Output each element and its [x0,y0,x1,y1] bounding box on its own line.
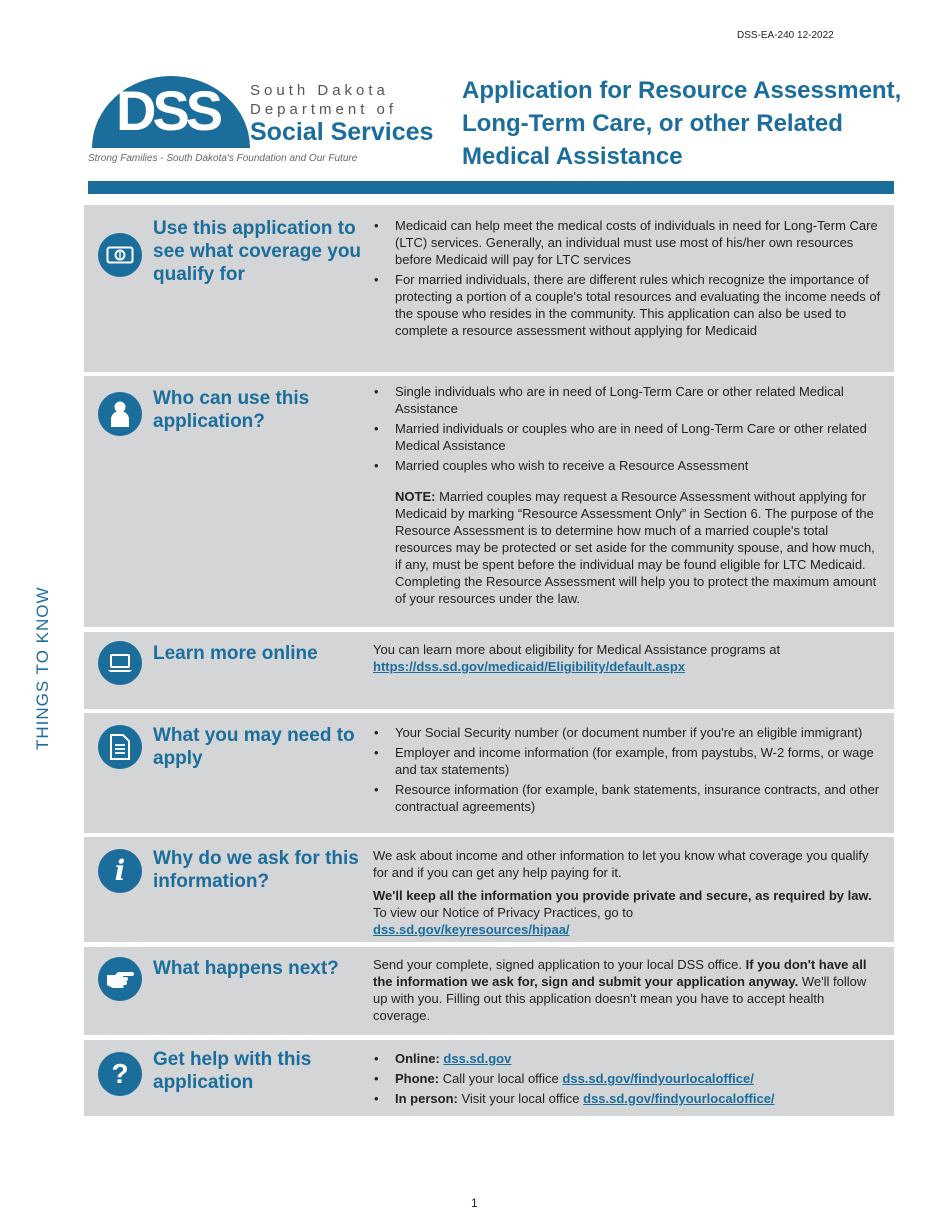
logo-line-3: Social Services [250,118,434,146]
bullet-item: • For married individuals, there are different rules which recognize the importance of protecting a portion of a couple's total resources and evaluating the income needs of the spouse who resides in the community. This application can also be used to complete a resource assessment without applying for Medicaid [373,271,883,339]
person-icon [98,392,142,436]
section-use-application [84,205,894,372]
header-rule [88,181,894,194]
find-office-link[interactable]: dss.sd.gov/findyourlocaloffice/ [562,1071,754,1086]
bullet-item: • Medicaid can help meet the medical costs of individuals in need for Long-Term Care (LTC) services. Generally, an individual must use most of his/her own resources before Medicaid will pay for LTC services [373,217,883,268]
help-item-phone [373,1070,883,1087]
document-icon [98,725,142,769]
section-body [373,641,883,675]
section-heading: What happens next? [153,958,339,979]
note [373,488,883,607]
section-bold-text: If you don't have all the information we ask for, sign and submit your application anyway. [373,957,867,989]
help-item-online [373,1050,883,1067]
section-body [373,956,883,1024]
section-who-can-use [84,376,894,627]
document-title: Application for Resource Assessment, Long-Term Care, or other Related Medical Assistance [462,77,902,170]
bullet-item: • Single individuals who are in need of Long-Term Care or other related Medical Assistance [373,383,883,417]
form-id: DSS-EA-240 12-2022 [737,30,834,41]
section-heading: Use this application to see what coverage you qualify for [153,218,362,285]
logo-line-2: Department of [250,101,398,118]
section-heading: Learn more online [153,643,318,664]
online-link[interactable]: dss.sd.gov [443,1051,512,1066]
section-heading: Get help with this application [153,1049,312,1093]
privacy-text: To view our Notice of Privacy Practices, go to [373,905,634,920]
note-label: NOTE: [395,489,436,504]
bullet-item: • Resource information (for example, bank statements, insurance contracts, and other contractual agreements) [373,781,883,815]
logo-initials: DSS [116,79,220,142]
eligibility-link[interactable]: https://dss.sd.gov/medicaid/Eligibility/default.aspx [373,659,686,674]
help-label: Phone: [395,1071,440,1086]
info-icon: i [98,849,142,893]
bullet-item: • Employer and income information (for example, from paystubs, W-2 forms, or wage and tax statements) [373,744,883,778]
privacy-bold-text: We'll keep all the information you provide private and secure, as required by law. [373,888,872,903]
section-body [373,724,883,818]
help-item-in-person [373,1090,883,1107]
dss-logo [88,76,452,170]
help-label: Online: [395,1051,440,1066]
section-why-we-ask [84,837,894,942]
section-body [373,1050,883,1110]
section-heading: What you may need to apply [153,725,355,769]
section-body [373,217,883,342]
section-text-end: We'll follow up with you. Filling out this application doesn't mean you have to accept health coverage. [373,974,867,1023]
help-text: Visit your local office [461,1091,580,1106]
hipaa-link[interactable]: dss.sd.gov/keyresources/hipaa/ [373,922,570,937]
page-number: 1 [471,1196,478,1210]
section-text: Send your complete, signed application to your local DSS office. [373,957,746,972]
section-what-you-need [84,713,894,833]
bullet-item: • Your Social Security number (or document number if you're an eligible immigrant) [373,724,883,741]
section-heading: Who can use this application? [153,388,310,432]
section-text: We ask about income and other information to let you know what coverage you qualify for and if you can get any help paying for it. [373,848,869,880]
note-text: Married couples may request a Resource Assessment without applying for Medicaid by marking “Resource Assessment Only” in Section 6. The purpose of the Resource Assessment is to determine how much of a married couple's total resources may be protected or set aside for the community spouse, and how much, if any, must be spent before the individual may be found eligible for LTC Medicaid. Completing the Resource Assessment will help you to protect the maximum amount of your resources under the law. [395,489,877,606]
help-text: Call your local office [442,1071,559,1086]
section-learn-more [84,632,894,709]
bullet-item: • Married individuals or couples who are in need of Long-Term Care or other related Medical Assistance [373,420,883,454]
help-label: In person: [395,1091,458,1106]
pointing-hand-icon [98,957,142,1001]
section-body [373,383,883,607]
section-what-happens-next [84,947,894,1035]
find-office-link[interactable]: dss.sd.gov/findyourlocaloffice/ [583,1091,775,1106]
bullet-item: • Married couples who wish to receive a Resource Assessment [373,457,883,474]
side-label: THINGS TO KNOW [33,586,52,750]
laptop-icon [98,641,142,685]
section-text: You can learn more about eligibility for Medical Assistance programs at [373,642,781,657]
section-heading: Why do we ask for this information? [153,848,359,892]
logo-tagline: Strong Families - South Dakota's Foundation and Our Future [88,153,358,164]
logo-line-1: South Dakota [250,82,389,99]
question-icon: ? [98,1052,142,1096]
section-get-help [84,1040,894,1116]
section-body [373,847,883,942]
money-icon [98,233,142,277]
